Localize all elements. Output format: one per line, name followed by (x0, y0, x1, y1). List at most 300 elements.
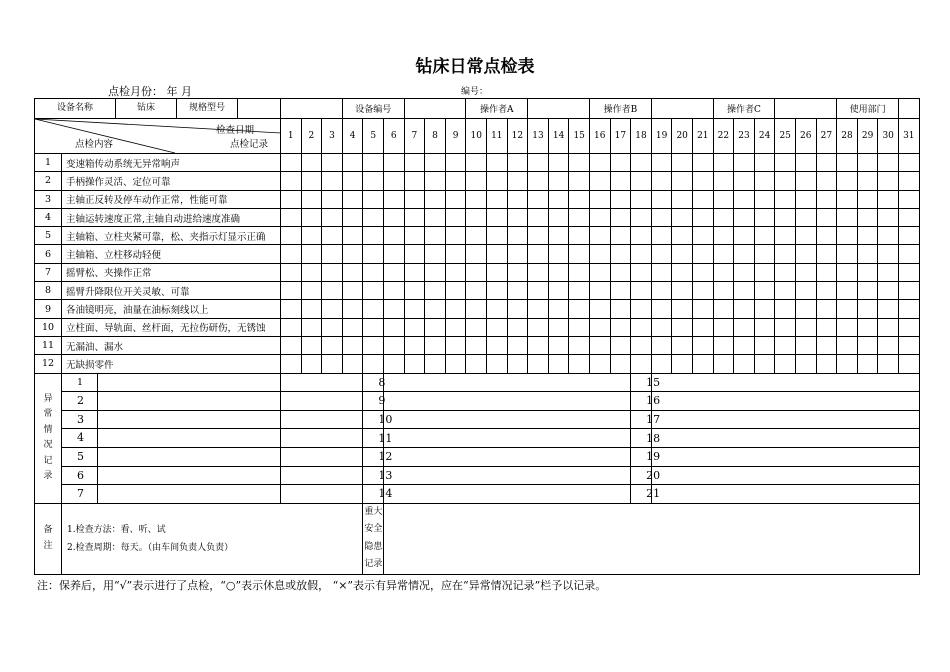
check-cell[interactable] (487, 208, 508, 226)
check-cell[interactable] (610, 263, 631, 281)
check-cell[interactable] (837, 336, 858, 354)
check-cell[interactable] (342, 154, 363, 172)
check-cell[interactable] (651, 263, 672, 281)
check-cell[interactable] (692, 263, 713, 281)
check-cell[interactable] (445, 190, 466, 208)
check-cell[interactable] (816, 336, 837, 354)
check-cell[interactable] (795, 154, 816, 172)
check-cell[interactable] (816, 355, 837, 373)
check-cell[interactable] (631, 172, 652, 190)
check-cell[interactable] (899, 154, 920, 172)
check-cell[interactable] (301, 318, 322, 336)
check-cell[interactable] (672, 172, 693, 190)
check-cell[interactable] (899, 190, 920, 208)
check-cell[interactable] (754, 227, 775, 245)
check-cell[interactable] (301, 227, 322, 245)
check-cell[interactable] (837, 300, 858, 318)
check-cell[interactable] (610, 282, 631, 300)
check-cell[interactable] (548, 318, 569, 336)
check-cell[interactable] (528, 245, 549, 263)
check-cell[interactable] (425, 208, 446, 226)
check-cell[interactable] (692, 300, 713, 318)
check-cell[interactable] (487, 190, 508, 208)
check-cell[interactable] (342, 227, 363, 245)
check-cell[interactable] (548, 336, 569, 354)
check-cell[interactable] (528, 172, 549, 190)
check-cell[interactable] (322, 154, 343, 172)
check-cell[interactable] (487, 154, 508, 172)
check-cell[interactable] (487, 263, 508, 281)
check-cell[interactable] (816, 208, 837, 226)
check-cell[interactable] (466, 263, 487, 281)
check-cell[interactable] (383, 318, 404, 336)
check-cell[interactable] (528, 300, 549, 318)
check-cell[interactable] (301, 355, 322, 373)
check-cell[interactable] (754, 355, 775, 373)
check-cell[interactable] (342, 336, 363, 354)
check-cell[interactable] (363, 190, 384, 208)
check-cell[interactable] (878, 172, 899, 190)
check-cell[interactable] (445, 355, 466, 373)
check-cell[interactable] (425, 227, 446, 245)
check-cell[interactable] (775, 282, 796, 300)
check-cell[interactable] (651, 208, 672, 226)
abnormal-record-field[interactable] (98, 467, 280, 485)
check-cell[interactable] (713, 355, 734, 373)
check-cell[interactable] (507, 208, 528, 226)
check-cell[interactable] (322, 190, 343, 208)
check-cell[interactable] (466, 318, 487, 336)
check-cell[interactable] (445, 336, 466, 354)
check-cell[interactable] (775, 190, 796, 208)
check-cell[interactable] (651, 245, 672, 263)
check-cell[interactable] (713, 300, 734, 318)
check-cell[interactable] (322, 263, 343, 281)
abnormal-record-field[interactable] (383, 373, 630, 392)
check-cell[interactable] (383, 336, 404, 354)
abnormal-record-field[interactable] (383, 429, 630, 448)
abnormal-record-field[interactable] (98, 392, 280, 410)
check-cell[interactable] (734, 190, 755, 208)
check-cell[interactable] (713, 208, 734, 226)
check-cell[interactable] (878, 263, 899, 281)
check-cell[interactable] (795, 282, 816, 300)
check-cell[interactable] (281, 190, 302, 208)
check-cell[interactable] (548, 355, 569, 373)
check-cell[interactable] (281, 336, 302, 354)
check-cell[interactable] (404, 355, 425, 373)
check-cell[interactable] (795, 208, 816, 226)
check-cell[interactable] (507, 318, 528, 336)
check-cell[interactable] (651, 282, 672, 300)
check-cell[interactable] (589, 190, 610, 208)
check-cell[interactable] (672, 300, 693, 318)
check-cell[interactable] (281, 318, 302, 336)
check-cell[interactable] (507, 300, 528, 318)
check-cell[interactable] (816, 227, 837, 245)
check-cell[interactable] (404, 172, 425, 190)
operator-c-field[interactable] (775, 99, 837, 119)
check-cell[interactable] (651, 172, 672, 190)
check-cell[interactable] (899, 172, 920, 190)
check-cell[interactable] (713, 190, 734, 208)
abnormal-record-field[interactable] (383, 447, 630, 466)
check-cell[interactable] (754, 263, 775, 281)
check-cell[interactable] (692, 318, 713, 336)
check-cell[interactable] (816, 300, 837, 318)
abnormal-record-field[interactable] (383, 392, 630, 411)
check-cell[interactable] (425, 355, 446, 373)
abnormal-record-field[interactable] (383, 410, 630, 429)
check-cell[interactable] (445, 300, 466, 318)
check-cell[interactable] (713, 245, 734, 263)
check-cell[interactable] (713, 263, 734, 281)
check-cell[interactable] (610, 172, 631, 190)
check-cell[interactable] (857, 263, 878, 281)
check-cell[interactable] (899, 318, 920, 336)
check-cell[interactable] (816, 318, 837, 336)
check-cell[interactable] (857, 154, 878, 172)
check-cell[interactable] (692, 282, 713, 300)
abnormal-record-field[interactable] (281, 447, 363, 466)
check-cell[interactable] (713, 154, 734, 172)
check-cell[interactable] (425, 154, 446, 172)
check-cell[interactable] (692, 355, 713, 373)
check-cell[interactable] (692, 154, 713, 172)
check-cell[interactable] (466, 154, 487, 172)
check-cell[interactable] (363, 172, 384, 190)
check-cell[interactable] (425, 263, 446, 281)
check-cell[interactable] (322, 300, 343, 318)
check-cell[interactable] (899, 227, 920, 245)
check-cell[interactable] (322, 208, 343, 226)
check-cell[interactable] (281, 245, 302, 263)
check-cell[interactable] (775, 355, 796, 373)
check-cell[interactable] (651, 318, 672, 336)
check-cell[interactable] (734, 355, 755, 373)
check-cell[interactable] (383, 172, 404, 190)
check-cell[interactable] (528, 263, 549, 281)
operator-b-field[interactable] (651, 99, 713, 119)
check-cell[interactable] (342, 172, 363, 190)
check-cell[interactable] (775, 263, 796, 281)
check-cell[interactable] (651, 336, 672, 354)
check-cell[interactable] (404, 227, 425, 245)
check-cell[interactable] (651, 355, 672, 373)
check-cell[interactable] (692, 190, 713, 208)
check-cell[interactable] (445, 263, 466, 281)
check-cell[interactable] (507, 227, 528, 245)
check-cell[interactable] (322, 355, 343, 373)
check-cell[interactable] (301, 300, 322, 318)
check-cell[interactable] (507, 245, 528, 263)
abnormal-record-field[interactable] (651, 429, 919, 448)
check-cell[interactable] (363, 154, 384, 172)
check-cell[interactable] (610, 336, 631, 354)
check-cell[interactable] (589, 154, 610, 172)
check-cell[interactable] (754, 245, 775, 263)
check-cell[interactable] (507, 154, 528, 172)
check-cell[interactable] (610, 300, 631, 318)
check-cell[interactable] (322, 172, 343, 190)
abnormal-record-field[interactable] (651, 392, 919, 411)
check-cell[interactable] (775, 172, 796, 190)
check-cell[interactable] (589, 282, 610, 300)
check-cell[interactable] (857, 208, 878, 226)
check-cell[interactable] (631, 208, 652, 226)
check-cell[interactable] (899, 245, 920, 263)
check-cell[interactable] (507, 355, 528, 373)
check-cell[interactable] (857, 300, 878, 318)
check-cell[interactable] (425, 172, 446, 190)
check-cell[interactable] (878, 227, 899, 245)
check-cell[interactable] (837, 355, 858, 373)
check-cell[interactable] (631, 190, 652, 208)
check-cell[interactable] (383, 263, 404, 281)
check-cell[interactable] (775, 227, 796, 245)
check-cell[interactable] (425, 300, 446, 318)
abnormal-record-field[interactable] (98, 429, 280, 447)
check-cell[interactable] (795, 355, 816, 373)
check-cell[interactable] (878, 300, 899, 318)
check-cell[interactable] (322, 336, 343, 354)
check-cell[interactable] (795, 300, 816, 318)
check-cell[interactable] (445, 172, 466, 190)
check-cell[interactable] (610, 355, 631, 373)
check-cell[interactable] (383, 282, 404, 300)
check-cell[interactable] (713, 318, 734, 336)
check-cell[interactable] (754, 154, 775, 172)
check-cell[interactable] (631, 227, 652, 245)
check-cell[interactable] (610, 208, 631, 226)
check-cell[interactable] (363, 245, 384, 263)
check-cell[interactable] (281, 154, 302, 172)
check-cell[interactable] (363, 318, 384, 336)
check-cell[interactable] (713, 282, 734, 300)
abnormal-record-field[interactable] (651, 373, 919, 392)
check-cell[interactable] (445, 227, 466, 245)
check-cell[interactable] (322, 245, 343, 263)
check-cell[interactable] (816, 172, 837, 190)
check-cell[interactable] (569, 355, 590, 373)
check-cell[interactable] (487, 318, 508, 336)
check-cell[interactable] (754, 300, 775, 318)
check-cell[interactable] (507, 336, 528, 354)
check-cell[interactable] (342, 318, 363, 336)
check-cell[interactable] (795, 245, 816, 263)
check-cell[interactable] (713, 172, 734, 190)
check-cell[interactable] (672, 245, 693, 263)
check-cell[interactable] (589, 263, 610, 281)
check-cell[interactable] (754, 336, 775, 354)
check-cell[interactable] (857, 336, 878, 354)
check-cell[interactable] (878, 336, 899, 354)
major-hazard-field[interactable] (383, 503, 919, 574)
check-cell[interactable] (466, 172, 487, 190)
check-cell[interactable] (795, 172, 816, 190)
check-cell[interactable] (651, 300, 672, 318)
check-cell[interactable] (795, 318, 816, 336)
check-cell[interactable] (734, 300, 755, 318)
check-cell[interactable] (816, 190, 837, 208)
model-value-cell[interactable] (281, 99, 343, 119)
operator-a-field[interactable] (528, 99, 590, 119)
check-cell[interactable] (301, 190, 322, 208)
check-cell[interactable] (610, 190, 631, 208)
check-cell[interactable] (837, 172, 858, 190)
check-cell[interactable] (672, 336, 693, 354)
check-cell[interactable] (466, 336, 487, 354)
check-cell[interactable] (754, 208, 775, 226)
check-cell[interactable] (548, 282, 569, 300)
abnormal-record-field[interactable] (281, 429, 363, 448)
check-cell[interactable] (795, 336, 816, 354)
check-cell[interactable] (383, 245, 404, 263)
check-cell[interactable] (404, 318, 425, 336)
check-cell[interactable] (631, 245, 652, 263)
check-cell[interactable] (466, 300, 487, 318)
check-cell[interactable] (899, 282, 920, 300)
check-cell[interactable] (363, 263, 384, 281)
abnormal-record-field[interactable] (281, 485, 363, 504)
check-cell[interactable] (734, 336, 755, 354)
check-cell[interactable] (589, 227, 610, 245)
abnormal-record-field[interactable] (383, 485, 630, 504)
check-cell[interactable] (631, 263, 652, 281)
check-cell[interactable] (445, 154, 466, 172)
check-cell[interactable] (342, 355, 363, 373)
abnormal-record-field[interactable] (98, 448, 280, 466)
check-cell[interactable] (301, 208, 322, 226)
check-cell[interactable] (713, 227, 734, 245)
check-cell[interactable] (301, 172, 322, 190)
check-cell[interactable] (857, 227, 878, 245)
check-cell[interactable] (816, 282, 837, 300)
check-cell[interactable] (672, 154, 693, 172)
check-cell[interactable] (692, 245, 713, 263)
check-cell[interactable] (857, 355, 878, 373)
check-cell[interactable] (383, 355, 404, 373)
check-cell[interactable] (281, 355, 302, 373)
check-cell[interactable] (404, 263, 425, 281)
check-cell[interactable] (281, 208, 302, 226)
check-cell[interactable] (487, 355, 508, 373)
check-cell[interactable] (775, 154, 796, 172)
check-cell[interactable] (363, 227, 384, 245)
check-cell[interactable] (734, 263, 755, 281)
check-cell[interactable] (445, 282, 466, 300)
check-cell[interactable] (837, 154, 858, 172)
check-cell[interactable] (610, 154, 631, 172)
check-cell[interactable] (775, 336, 796, 354)
check-cell[interactable] (631, 336, 652, 354)
check-cell[interactable] (878, 318, 899, 336)
check-cell[interactable] (466, 190, 487, 208)
check-cell[interactable] (857, 318, 878, 336)
check-cell[interactable] (857, 190, 878, 208)
check-cell[interactable] (487, 172, 508, 190)
check-cell[interactable] (281, 172, 302, 190)
check-cell[interactable] (569, 245, 590, 263)
check-cell[interactable] (404, 300, 425, 318)
check-cell[interactable] (569, 336, 590, 354)
check-cell[interactable] (589, 300, 610, 318)
check-cell[interactable] (445, 208, 466, 226)
check-cell[interactable] (301, 154, 322, 172)
check-cell[interactable] (342, 282, 363, 300)
check-cell[interactable] (589, 336, 610, 354)
device-no-field[interactable] (404, 99, 466, 119)
check-cell[interactable] (569, 282, 590, 300)
check-cell[interactable] (672, 190, 693, 208)
check-cell[interactable] (404, 245, 425, 263)
check-cell[interactable] (548, 245, 569, 263)
check-cell[interactable] (363, 355, 384, 373)
check-cell[interactable] (837, 318, 858, 336)
check-cell[interactable] (672, 227, 693, 245)
check-cell[interactable] (692, 227, 713, 245)
abnormal-record-field[interactable] (98, 485, 280, 503)
abnormal-record-field[interactable] (281, 410, 363, 429)
check-cell[interactable] (569, 263, 590, 281)
check-cell[interactable] (734, 208, 755, 226)
check-cell[interactable] (795, 227, 816, 245)
check-cell[interactable] (816, 245, 837, 263)
check-cell[interactable] (342, 208, 363, 226)
check-cell[interactable] (487, 245, 508, 263)
check-cell[interactable] (487, 227, 508, 245)
check-cell[interactable] (631, 154, 652, 172)
check-cell[interactable] (301, 282, 322, 300)
check-cell[interactable] (672, 318, 693, 336)
check-cell[interactable] (363, 208, 384, 226)
check-cell[interactable] (466, 227, 487, 245)
check-cell[interactable] (301, 336, 322, 354)
check-cell[interactable] (528, 282, 549, 300)
check-cell[interactable] (528, 336, 549, 354)
check-cell[interactable] (445, 245, 466, 263)
check-cell[interactable] (589, 355, 610, 373)
check-cell[interactable] (383, 300, 404, 318)
dept-field[interactable] (899, 99, 920, 119)
check-cell[interactable] (487, 282, 508, 300)
check-cell[interactable] (466, 208, 487, 226)
check-cell[interactable] (899, 336, 920, 354)
check-cell[interactable] (837, 227, 858, 245)
check-cell[interactable] (425, 336, 446, 354)
check-cell[interactable] (528, 190, 549, 208)
check-cell[interactable] (857, 282, 878, 300)
check-cell[interactable] (734, 154, 755, 172)
check-cell[interactable] (281, 300, 302, 318)
check-cell[interactable] (857, 172, 878, 190)
check-cell[interactable] (754, 190, 775, 208)
check-cell[interactable] (528, 227, 549, 245)
abnormal-record-field[interactable] (651, 466, 919, 485)
check-cell[interactable] (775, 318, 796, 336)
check-cell[interactable] (734, 227, 755, 245)
check-cell[interactable] (734, 318, 755, 336)
check-cell[interactable] (899, 263, 920, 281)
check-cell[interactable] (528, 318, 549, 336)
check-cell[interactable] (775, 208, 796, 226)
check-cell[interactable] (589, 172, 610, 190)
check-cell[interactable] (610, 318, 631, 336)
check-cell[interactable] (507, 282, 528, 300)
abnormal-record-field[interactable] (651, 485, 919, 504)
check-cell[interactable] (322, 318, 343, 336)
check-cell[interactable] (363, 336, 384, 354)
